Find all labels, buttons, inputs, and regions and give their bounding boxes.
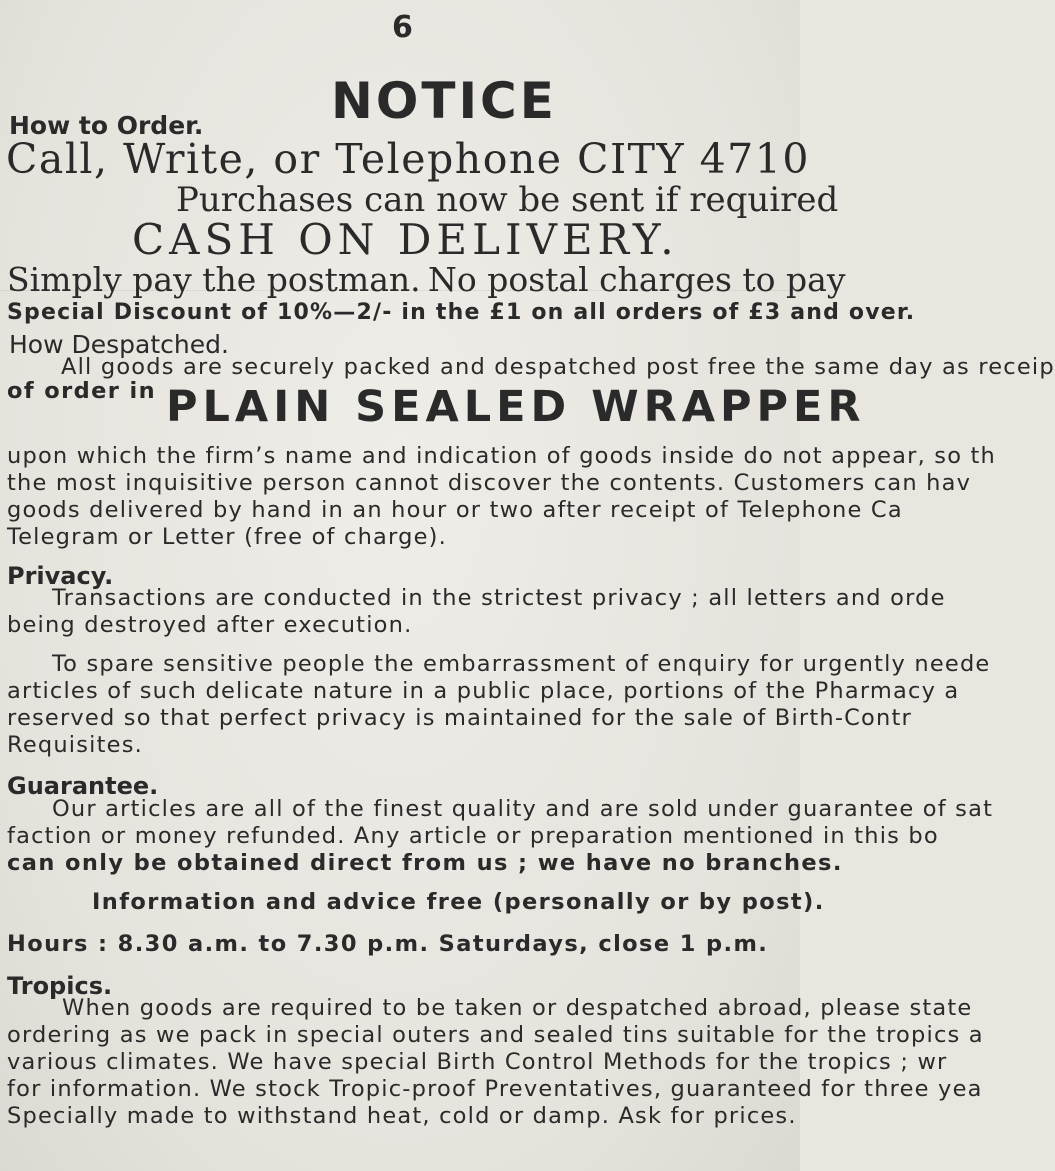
- paragraph-line: being destroyed after execution.: [7, 612, 413, 638]
- information-line: Information and advice free (personally or by post).: [92, 889, 825, 915]
- paragraph-line: To spare sensitive people the embarrassment of enquiry for urgently neede: [52, 651, 991, 677]
- paragraph-line: Requisites.: [7, 732, 143, 758]
- paragraph-line: goods delivered by hand in an hour or two after receipt of Telephone Ca: [7, 497, 903, 523]
- paragraph-line: faction or money refunded. Any article or preparation mentioned in this bo: [7, 823, 939, 849]
- contact-line: Call, Write, or Telephone CITY 4710: [6, 135, 810, 183]
- opening-hours: Hours : 8.30 a.m. to 7.30 p.m. Saturdays, close 1 p.m.: [7, 931, 769, 957]
- paragraph-line: ordering as we pack in special outers and sealed tins suitable for the tropics a: [7, 1022, 984, 1048]
- plain-sealed-wrapper: PLAIN SEALED WRAPPER: [166, 382, 866, 432]
- pay-postman-line: Simply pay the postman.: [7, 260, 421, 299]
- discount-line: Special Discount of 10%—2/- in the £1 on all orders of £3 and over.: [7, 300, 916, 325]
- section-heading-how-to-order: How to Order.: [9, 111, 204, 140]
- section-heading-tropics: Tropics.: [7, 972, 113, 1000]
- section-heading-how-despatched: How Despatched.: [9, 330, 229, 359]
- paragraph-line: Our articles are all of the finest quality and are sold under guarantee of sat: [52, 796, 994, 822]
- page-number: 6: [392, 10, 413, 45]
- paragraph-line: reserved so that perfect privacy is maintained for the sale of Birth-Contr: [7, 705, 912, 731]
- despatch-line-2: of order in: [7, 378, 157, 404]
- paragraph-line: can only be obtained direct from us ; we have no branches.: [7, 850, 843, 876]
- paragraph-line: upon which the firm’s name and indication of goods inside do not appear, so th: [7, 443, 996, 469]
- cash-on-delivery: CASH ON DELIVERY.: [132, 215, 679, 264]
- paragraph-line: the most inquisitive person cannot discover the contents. Customers can hav: [7, 470, 972, 496]
- paragraph-line: When goods are required to be taken or despatched abroad, please state: [62, 995, 973, 1021]
- paragraph-line: Specially made to withstand heat, cold or damp. Ask for prices.: [7, 1103, 797, 1129]
- despatch-line: All goods are securely packed and despatched post free the same day as receip: [61, 354, 1055, 380]
- purchases-line: Purchases can now be sent if required: [176, 180, 839, 220]
- section-heading-privacy: Privacy.: [7, 562, 114, 590]
- paragraph-line: Transactions are conducted in the strictest privacy ; all letters and orde: [52, 585, 946, 611]
- paragraph-line: for information. We stock Tropic-proof Preventatives, guaranteed for three yea: [7, 1076, 983, 1102]
- page-title: NOTICE: [331, 72, 557, 130]
- paragraph-line: Telegram or Letter (free of charge).: [7, 524, 447, 550]
- section-heading-guarantee: Guarantee.: [7, 772, 159, 800]
- no-postal-charges-line: No postal charges to pay: [428, 260, 846, 299]
- paragraph-line: articles of such delicate nature in a public place, portions of the Pharmacy a: [7, 678, 960, 704]
- paragraph-line: various climates. We have special Birth Control Methods for the tropics ; wr: [7, 1049, 948, 1075]
